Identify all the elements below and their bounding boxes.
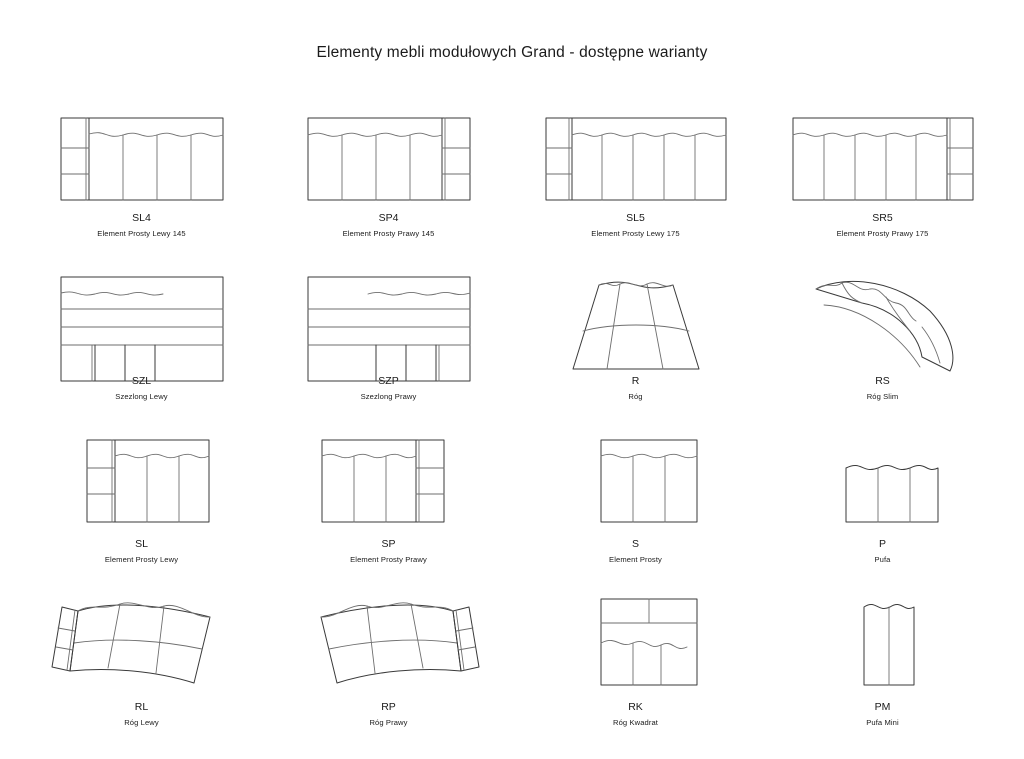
module-drawing-rs <box>759 259 1006 375</box>
module-drawing-sp <box>265 422 512 538</box>
variant-code: R <box>631 375 640 387</box>
variant-cell[interactable] <box>759 96 1006 259</box>
variant-code: SL4 <box>132 212 151 224</box>
variant-cell[interactable] <box>18 259 265 422</box>
variant-cell[interactable] <box>265 96 512 259</box>
variant-cell[interactable] <box>512 96 759 259</box>
variant-desc: Szezlong Lewy <box>115 392 168 401</box>
variant-code: RP <box>381 701 396 713</box>
variant-code: RS <box>875 375 890 387</box>
variant-code: SR5 <box>872 212 893 224</box>
module-drawing-sl5 <box>512 96 759 212</box>
variant-code: S <box>631 538 639 550</box>
variant-cell[interactable] <box>512 422 759 585</box>
variant-code: SL5 <box>626 212 645 224</box>
variant-desc: Róg Kwadrat <box>613 718 658 727</box>
module-drawing-sl4 <box>18 96 265 212</box>
variant-desc: Element Prosty Prawy 175 <box>836 229 929 238</box>
variant-code: P <box>878 538 886 550</box>
variant-cell[interactable] <box>18 422 265 585</box>
module-drawing-s <box>512 422 759 538</box>
module-drawing-rk <box>512 585 759 701</box>
module-drawing-rp <box>265 585 512 701</box>
variant-cell[interactable] <box>512 259 759 422</box>
variant-desc: Szezlong Prawy <box>360 392 417 401</box>
variant-cell[interactable] <box>512 585 759 748</box>
module-drawing-pm <box>759 585 1006 701</box>
variant-desc: Pufa <box>874 555 891 564</box>
variant-cell[interactable] <box>265 259 512 422</box>
variant-code: RL <box>134 701 149 713</box>
variant-desc: Róg <box>628 392 643 401</box>
variant-desc: Element Prosty Lewy 175 <box>591 229 680 238</box>
variant-cell[interactable] <box>265 585 512 748</box>
variant-cell[interactable] <box>759 422 1006 585</box>
module-drawing-sl <box>18 422 265 538</box>
variant-cell[interactable] <box>265 422 512 585</box>
variant-desc: Element Prosty Lewy <box>104 555 179 564</box>
variant-cell[interactable] <box>18 585 265 748</box>
module-drawing-p <box>759 422 1006 538</box>
variant-desc: Róg Slim <box>866 392 899 401</box>
variant-code: SL <box>135 538 148 550</box>
variant-cell[interactable] <box>759 585 1006 748</box>
variant-code: RK <box>628 701 643 713</box>
module-drawing-szp <box>265 259 512 375</box>
variant-code: SP <box>381 538 396 550</box>
module-drawing-szl <box>18 259 265 375</box>
module-drawing-sp4 <box>265 96 512 212</box>
variants-grid <box>18 96 1006 748</box>
variant-desc: Róg Lewy <box>124 718 159 727</box>
variant-code: PM <box>874 701 891 713</box>
variant-desc: Róg Prawy <box>369 718 408 727</box>
variant-desc: Element Prosty Prawy <box>350 555 427 564</box>
module-drawing-r <box>512 259 759 375</box>
module-drawing-sr5 <box>759 96 1006 212</box>
variant-code: SZL <box>131 375 152 387</box>
variant-desc: Pufa Mini <box>866 718 899 727</box>
variant-cell[interactable] <box>759 259 1006 422</box>
variant-desc: Element Prosty Prawy 145 <box>342 229 435 238</box>
variant-cell[interactable] <box>18 96 265 259</box>
page-title: Elementy mebli modułowych Grand - dostępne warianty <box>316 44 708 61</box>
module-drawing-rl <box>18 585 265 701</box>
variant-desc: Element Prosty <box>609 555 662 564</box>
variant-desc: Element Prosty Lewy 145 <box>97 229 186 238</box>
variant-code: SP4 <box>378 212 399 224</box>
variant-code: SZP <box>378 375 399 387</box>
